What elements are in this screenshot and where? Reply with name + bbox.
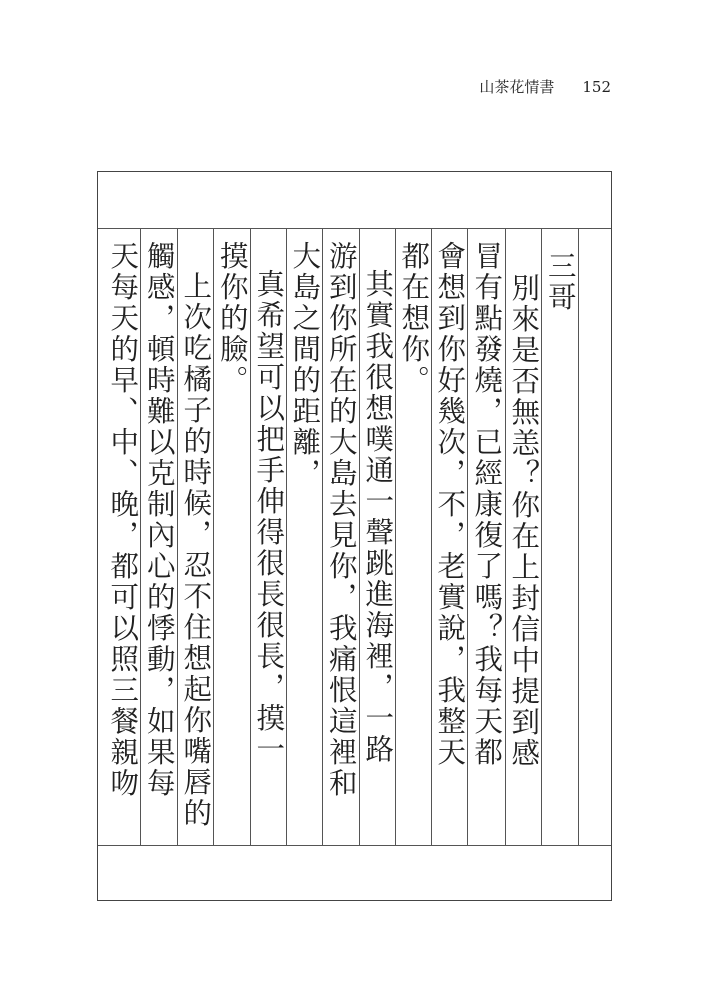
letter-line: 大島之間的距離， — [288, 241, 322, 489]
letter-column-13 — [104, 229, 140, 845]
letter-line: 上次吃橘子的時候，忍不住想起你嘴唇的 — [179, 271, 213, 829]
letter-column-4 — [431, 229, 467, 845]
letter-column-5 — [395, 229, 431, 845]
page-header — [479, 76, 611, 97]
page-number: 152 — [582, 78, 611, 96]
salutation: 三哥 — [543, 251, 577, 313]
letter-line: 其實我很想噗通一聲跳進海裡，一路 — [361, 269, 395, 765]
letter-column-8 — [286, 229, 322, 845]
letter-column-9 — [250, 229, 286, 845]
letter-column-1 — [541, 229, 578, 845]
letter-line: 摸你的臉。 — [215, 241, 249, 396]
letter-column-6 — [359, 229, 395, 845]
letter-line: 會想到你好幾次，不，老實說，我整天 — [433, 241, 467, 768]
letter-column-10 — [213, 229, 250, 845]
letter-line: 真希望可以把手伸得很長很長，摸一 — [252, 269, 286, 765]
letter-column-3 — [467, 229, 505, 845]
letter-column-11 — [177, 229, 213, 845]
letter-frame — [97, 171, 612, 901]
book-title: 山茶花情書 — [479, 78, 555, 96]
letter-line: 冒有點發燒，已經康復了嗎？我每天都 — [470, 241, 504, 768]
letter-line: 觸感，頓時難以克制內心的悸動，如果每 — [142, 241, 176, 799]
letter-line: 都在想你。 — [397, 241, 431, 396]
letter-line: 游到你所在的大島去見你，我痛恨這裡和 — [324, 241, 358, 799]
column-rule — [578, 229, 579, 845]
letter-line: 別來是否無恙？你在上封信中提到感 — [507, 273, 541, 769]
letter-column-12 — [140, 229, 177, 845]
letter-line: 天每天的早、中、晚，都可以照三餐親吻 — [106, 241, 140, 799]
ruled-writing-area — [98, 228, 611, 846]
letter-column-2 — [505, 229, 541, 845]
letter-column-7 — [322, 229, 359, 845]
